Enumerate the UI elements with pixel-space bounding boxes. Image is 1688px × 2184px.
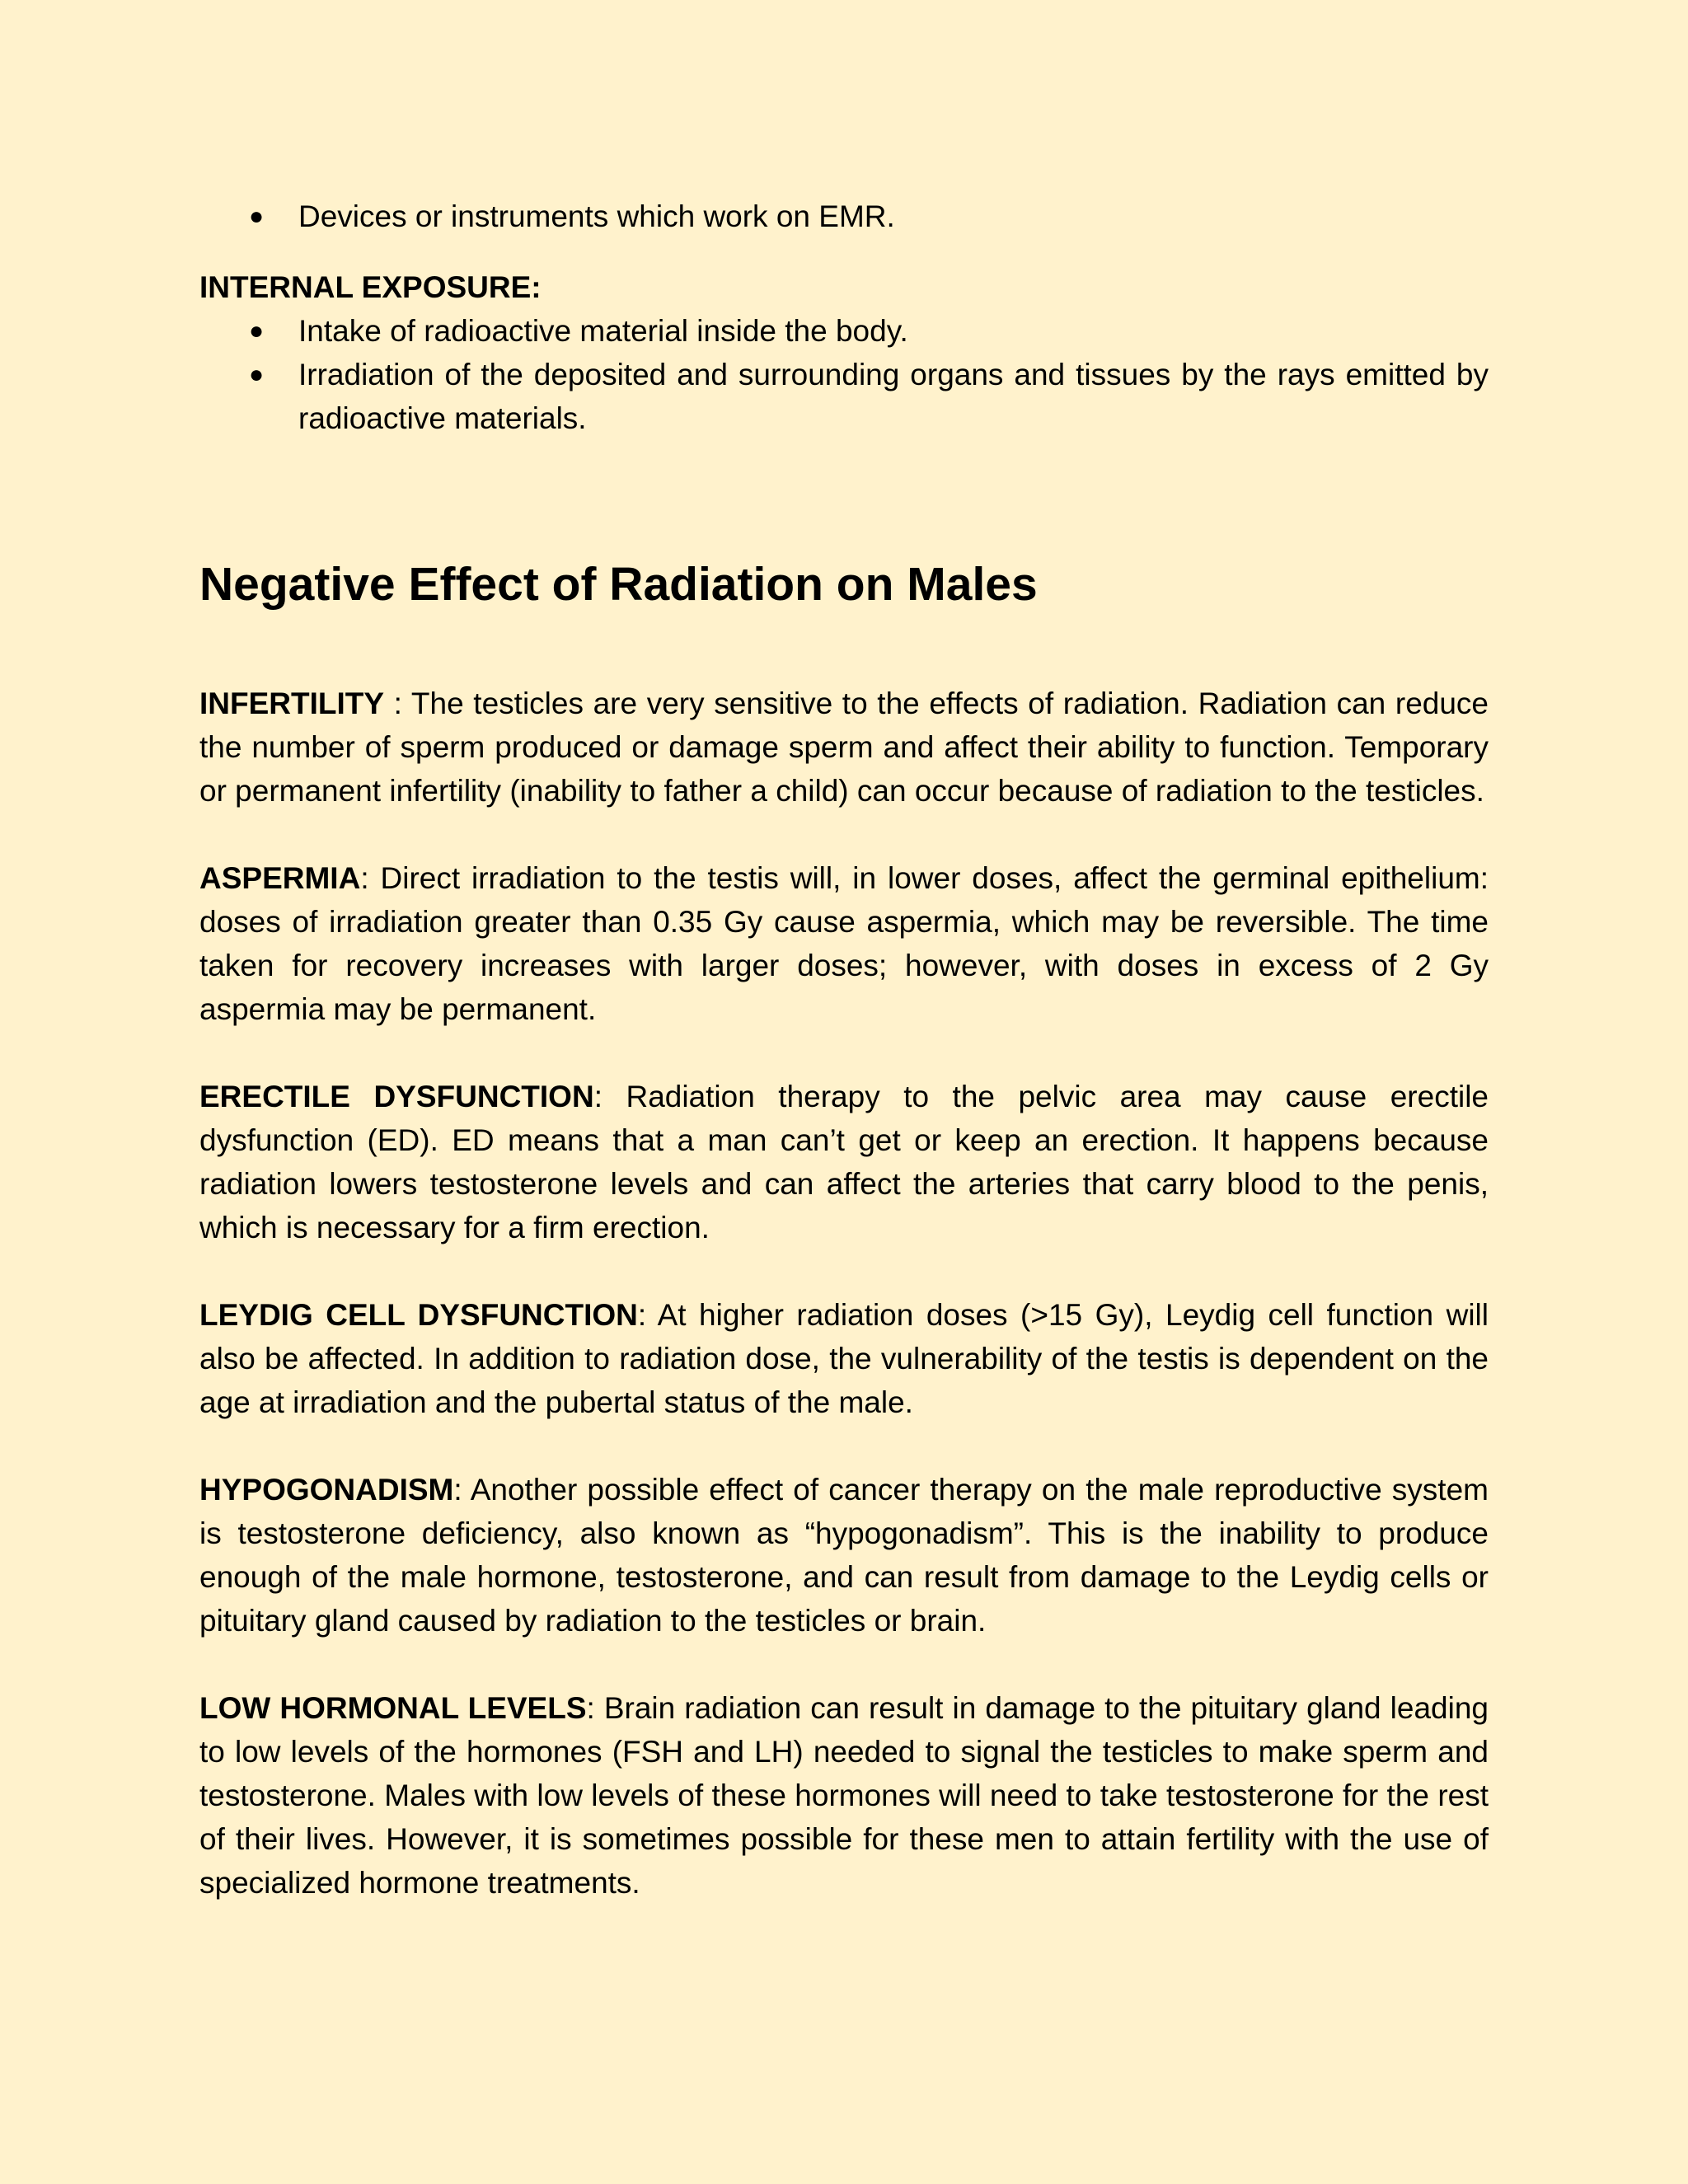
effect-separator: :	[586, 1691, 604, 1725]
internal-exposure-heading: INTERNAL EXPOSURE:	[199, 270, 542, 304]
effect-term: INFERTILITY	[199, 687, 385, 720]
list-item-text: Devices or instruments which work on EMR.	[298, 199, 895, 233]
effect-text: Radiation therapy to the pelvic area may cause erectile dysfunction (ED). ED means that a man can’t get or keep an erection. It happens because radiation lowers testosterone levels and can affect the arteries that carry blood to the penis, which is necessary for a firm erection.	[199, 1080, 1489, 1244]
list-item-text: Irradiation of the deposited and surrounding organs and tissues by the rays emitted by radioactive materials.	[298, 358, 1489, 435]
list-item	[199, 353, 1489, 440]
effect-separator: :	[637, 1298, 658, 1332]
effect-paragraph-leydig-cell-dysfunction	[199, 1293, 1489, 1424]
effect-paragraph-erectile-dysfunction	[199, 1075, 1489, 1249]
effect-term: ASPERMIA	[199, 861, 361, 895]
effect-separator: :	[593, 1080, 626, 1113]
effect-text: Brain radiation can result in damage to the pituitary gland leading to low levels of the hormones (FSH and LH) needed to signal the testicles to make sperm and testosterone. Males with low levels of these hormones will need to take testosterone for the rest of their lives. However, it is sometimes possible for these men to attain fertility with the use of specialized hormone treatments.	[199, 1691, 1489, 1900]
effect-paragraph-infertility	[199, 682, 1489, 813]
effect-text: Direct irradiation to the testis will, in lower doses, affect the germinal epithelium: doses of irradiation greater than 0.35 Gy cause aspermia, which may be reversible. The time taken for recovery increases with larger doses; however, with doses in excess of 2 Gy aspermia may be permanent.	[199, 861, 1489, 1026]
document-page	[199, 194, 1489, 1905]
bullet-icon: ●	[249, 361, 265, 388]
external-exposure-list	[199, 194, 1489, 238]
effect-separator: :	[360, 861, 381, 895]
bullet-icon: ●	[249, 317, 265, 344]
list-item	[199, 309, 1489, 353]
effect-paragraph-low-hormonal-levels	[199, 1686, 1489, 1905]
section-title: Negative Effect of Radiation on Males	[199, 558, 1038, 611]
internal-exposure-list	[199, 309, 1489, 440]
effect-term: LEYDIG CELL DYSFUNCTION	[199, 1298, 638, 1332]
effect-text: Another possible effect of cancer therapy on the male reproductive system is testosterone deficiency, also known as “hypogonadism”. This is the inability to produce enough of the male hormone, testosterone, and can result from damage to the Leydig cells or pituitary gland caused by radiation to the testicles or brain.	[199, 1473, 1489, 1638]
list-item	[199, 194, 1489, 238]
effect-text: The testicles are very sensitive to the effects of radiation. Radiation can reduce the number of sperm produced or damage sperm and affect their ability to function. Temporary or permanent infertility (inability to father a child) can occur because of radiation to the testicles.	[199, 687, 1489, 808]
effect-term: LOW HORMONAL LEVELS	[199, 1691, 587, 1725]
list-item-text: Intake of radioactive material inside the body.	[298, 314, 908, 348]
effect-text: At higher radiation doses (>15 Gy), Leydig cell function will also be affected. In addition to radiation dose, the vulnerability of the testis is dependent on the age at irradiation and the pubertal status of the male.	[199, 1298, 1489, 1419]
effect-paragraph-aspermia	[199, 856, 1489, 1031]
effect-term: ERECTILE DYSFUNCTION	[199, 1080, 594, 1113]
effect-term: HYPOGONADISM	[199, 1473, 454, 1507]
effect-separator: :	[453, 1473, 471, 1507]
effect-separator: :	[384, 687, 411, 720]
bullet-icon: ●	[249, 203, 265, 230]
effect-paragraph-hypogonadism	[199, 1468, 1489, 1643]
